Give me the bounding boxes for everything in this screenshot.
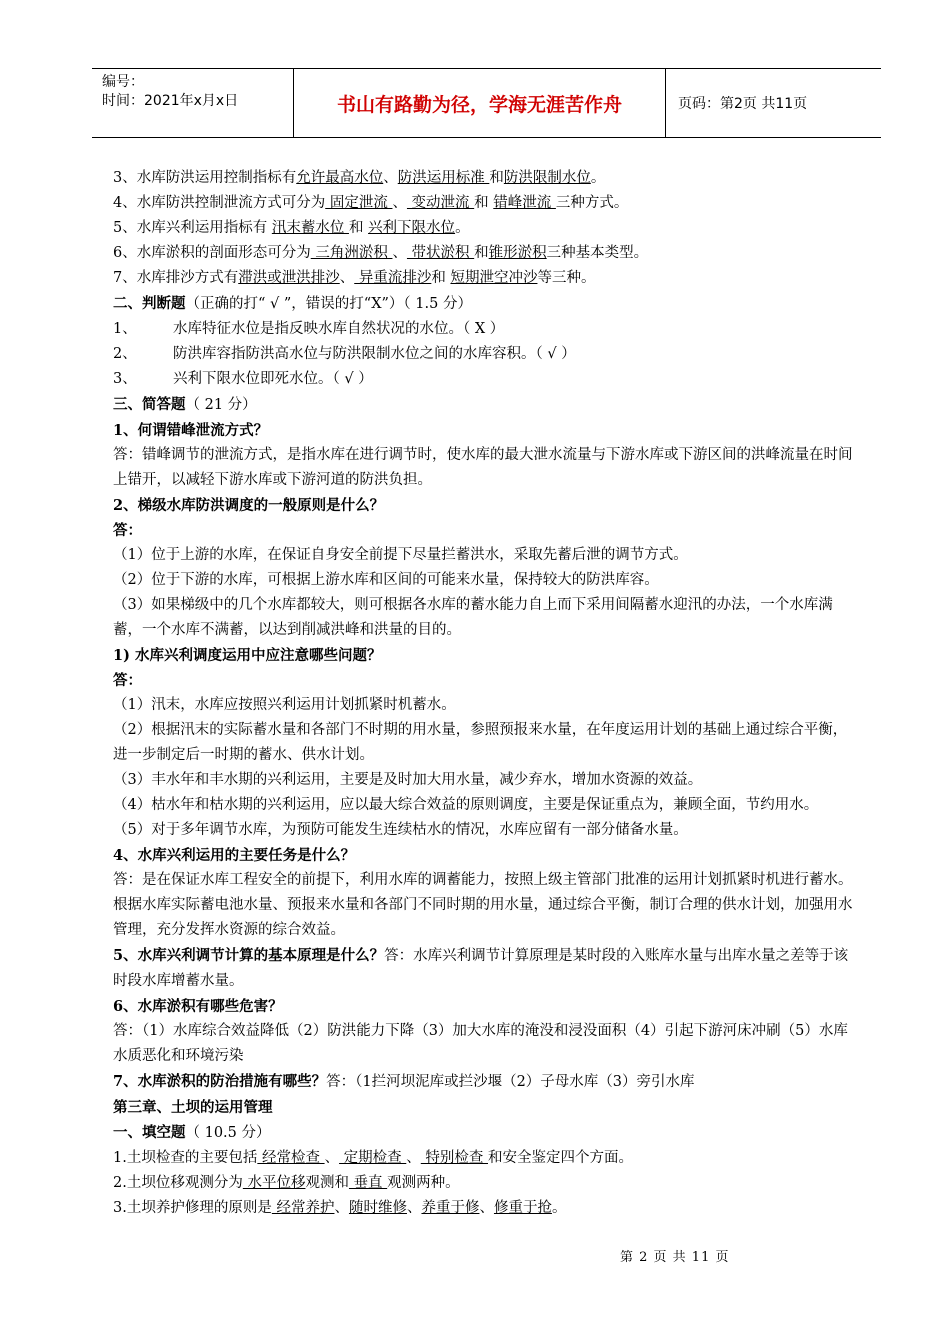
question-1: 1、何谓错峰泄流方式？: [113, 422, 269, 439]
answer-3-item: （5）对于多年调节水库，为预防可能发生连续枯水的情况，水库应留有一部分储备水量。: [113, 822, 688, 838]
tf-item: 2、 防洪库容指防洪高水位与防洪限制水位之间的水库容积。（ √ ）: [113, 346, 576, 362]
question-4: 4、水库兴利运用的主要任务是什么？: [113, 847, 356, 864]
fill-item-3: 3.土坝养护修理的原则是 经常养护、随时维修、养重于修、修重于抢。: [113, 1200, 567, 1216]
answer-4: 答：是在保证水库工程安全的前提下，利用水库的调蓄能力，按照上级主管部门批准的运用计划抓紧时机进行蓄水。根据水库实际蓄电池水量、预报来水量和各部门不同时期的用水量，通过综合平衡，制订合理的供水计划，加强用水管理，充分发挥水资源的综合效益。: [113, 872, 853, 938]
fill-line-7: 7、水库排沙方式有滞洪或泄洪排沙、 异重流排沙和 短期泄空冲沙等三种。: [113, 270, 596, 286]
answer-7: 答：（1拦河坝泥库或拦沙堰（2）子母水库（3）旁引水库: [326, 1074, 695, 1090]
chapter-title: 第三章、土坝的运用管理: [113, 1099, 273, 1116]
answer-3-item: （1）汛末，水库应按照兴利运用计划抓紧时机蓄水。: [113, 697, 456, 713]
document-body: [113, 166, 858, 1221]
header-meta: [92, 69, 294, 137]
answer-3-label: 答：: [113, 672, 142, 689]
fill-line-3: 3、水库防洪运用控制指标有允许最高水位、防洪运用标准 和防洪限制水位。: [113, 170, 606, 186]
answer-1: 答：错峰调节的泄流方式，是指水库在进行调节时，使水库的最大泄水流量与下游水库或下游区间的洪峰流量在时间上错开，以减轻下游水库或下游河道的防洪负担。: [113, 447, 853, 488]
question-5: 5、水库兴利调节计算的基本原理是什么？答：水库兴利调节计算原理是某时段的入账库水量与出库水量之差等于该时段水库增蓄水量。: [113, 947, 849, 989]
page-number-label: 页码：第2页 共11页: [678, 96, 808, 112]
section-heading-judgement: 二、判断题（正确的打“ √ ”，错误的打“X”）（ 1.5 分）: [113, 295, 472, 312]
code-label: 编号：: [102, 74, 144, 90]
fill-line-5: 5、水库兴利运用指标有 汛末蓄水位 和 兴利下限水位。: [113, 220, 470, 236]
answer-3-item: （2）根据汛末的实际蓄水量和各部门不时期的用水量，参照预报来水量，在年度运用计划的基础上通过综合平衡，进一步制定后一时期的蓄水、供水计划。: [113, 722, 848, 763]
document-header: [92, 68, 881, 138]
answer-3-item: （3）丰水年和丰水期的兴利运用，主要是及时加大用水量，减少弃水，增加水资源的效益。: [113, 772, 703, 788]
answer-3-item: （4）枯水年和枯水期的兴利运用，应以最大综合效益的原则调度，主要是保证重点为，兼顾全面，节约用水。: [113, 797, 819, 813]
fill-item-2: 2.土坝位移观测分为 水平位移观测和 垂直 观测两种。: [113, 1175, 460, 1191]
answer-2-item: （2）位于下游的水库，可根据上游水库和区间的可能来水量，保持较大的防洪库容。: [113, 572, 659, 588]
answer-6: 答：（1）水库综合效益降低（2）防洪能力下降（3）加大水库的淹没和浸没面积（4）引起下游河床冲刷（5）水库水质恶化和环境污染: [113, 1023, 848, 1064]
question-7: 7、水库淤积的防治措施有哪些？答：（1拦河坝泥库或拦沙堰（2）子母水库（3）旁引水库: [113, 1073, 695, 1090]
section-heading-fill: 一、填空题（ 10.5 分）: [113, 1124, 271, 1141]
fill-line-4: 4、水库防洪控制泄流方式可分为 固定泄流 、 变动泄流 和 错峰泄流 三种方式。: [113, 195, 629, 211]
question-3: 1) 水库兴利调度运用中应注意哪些问题？: [113, 647, 382, 664]
section-heading-short-answer: 三、简答题（ 21 分）: [113, 396, 257, 413]
fill-line-6: 6、水库淤积的剖面形态可分为 三角洲淤积 、 带状淤积 和锥形淤积三种基本类型。: [113, 245, 649, 261]
question-2: 2、梯级水库防洪调度的一般原则是什么？: [113, 497, 385, 514]
fill-item-1: 1.土坝检查的主要包括 经常检查 、 定期检查 、 特别检查 和安全鉴定四个方面。: [113, 1150, 633, 1166]
time-label: 时间：2021年x月x日: [102, 93, 239, 109]
answer-2-item: （1）位于上游的水库，在保证自身安全前提下尽量拦蓄洪水，采取先蓄后泄的调节方式。: [113, 547, 688, 563]
answer-2-label: 答：: [113, 522, 142, 539]
answer-2-item: （3）如果梯级中的几个水库都较大，则可根据各水库的蓄水能力自上而下采用间隔蓄水迎汛的办法，一个水库满蓄，一个水库不满蓄，以达到削减洪峰和洪量的目的。: [113, 597, 833, 638]
answer-5: 答：水库兴利调节计算原理是某时段的入账库水量与出库水量之差等于该时段水库增蓄水量。: [113, 948, 849, 989]
question-6: 6、水库淤积有哪些危害？: [113, 998, 283, 1015]
tf-item: 1、 水库特征水位是指反映水库自然状况的水位。（ X ）: [113, 321, 505, 337]
page-footer: 第 2 页 共 11 页: [620, 1250, 730, 1265]
tf-item: 3、 兴利下限水位即死水位。（ √ ）: [113, 371, 373, 387]
header-motto: 书山有路勤为径，学海无涯苦作舟: [294, 69, 666, 137]
